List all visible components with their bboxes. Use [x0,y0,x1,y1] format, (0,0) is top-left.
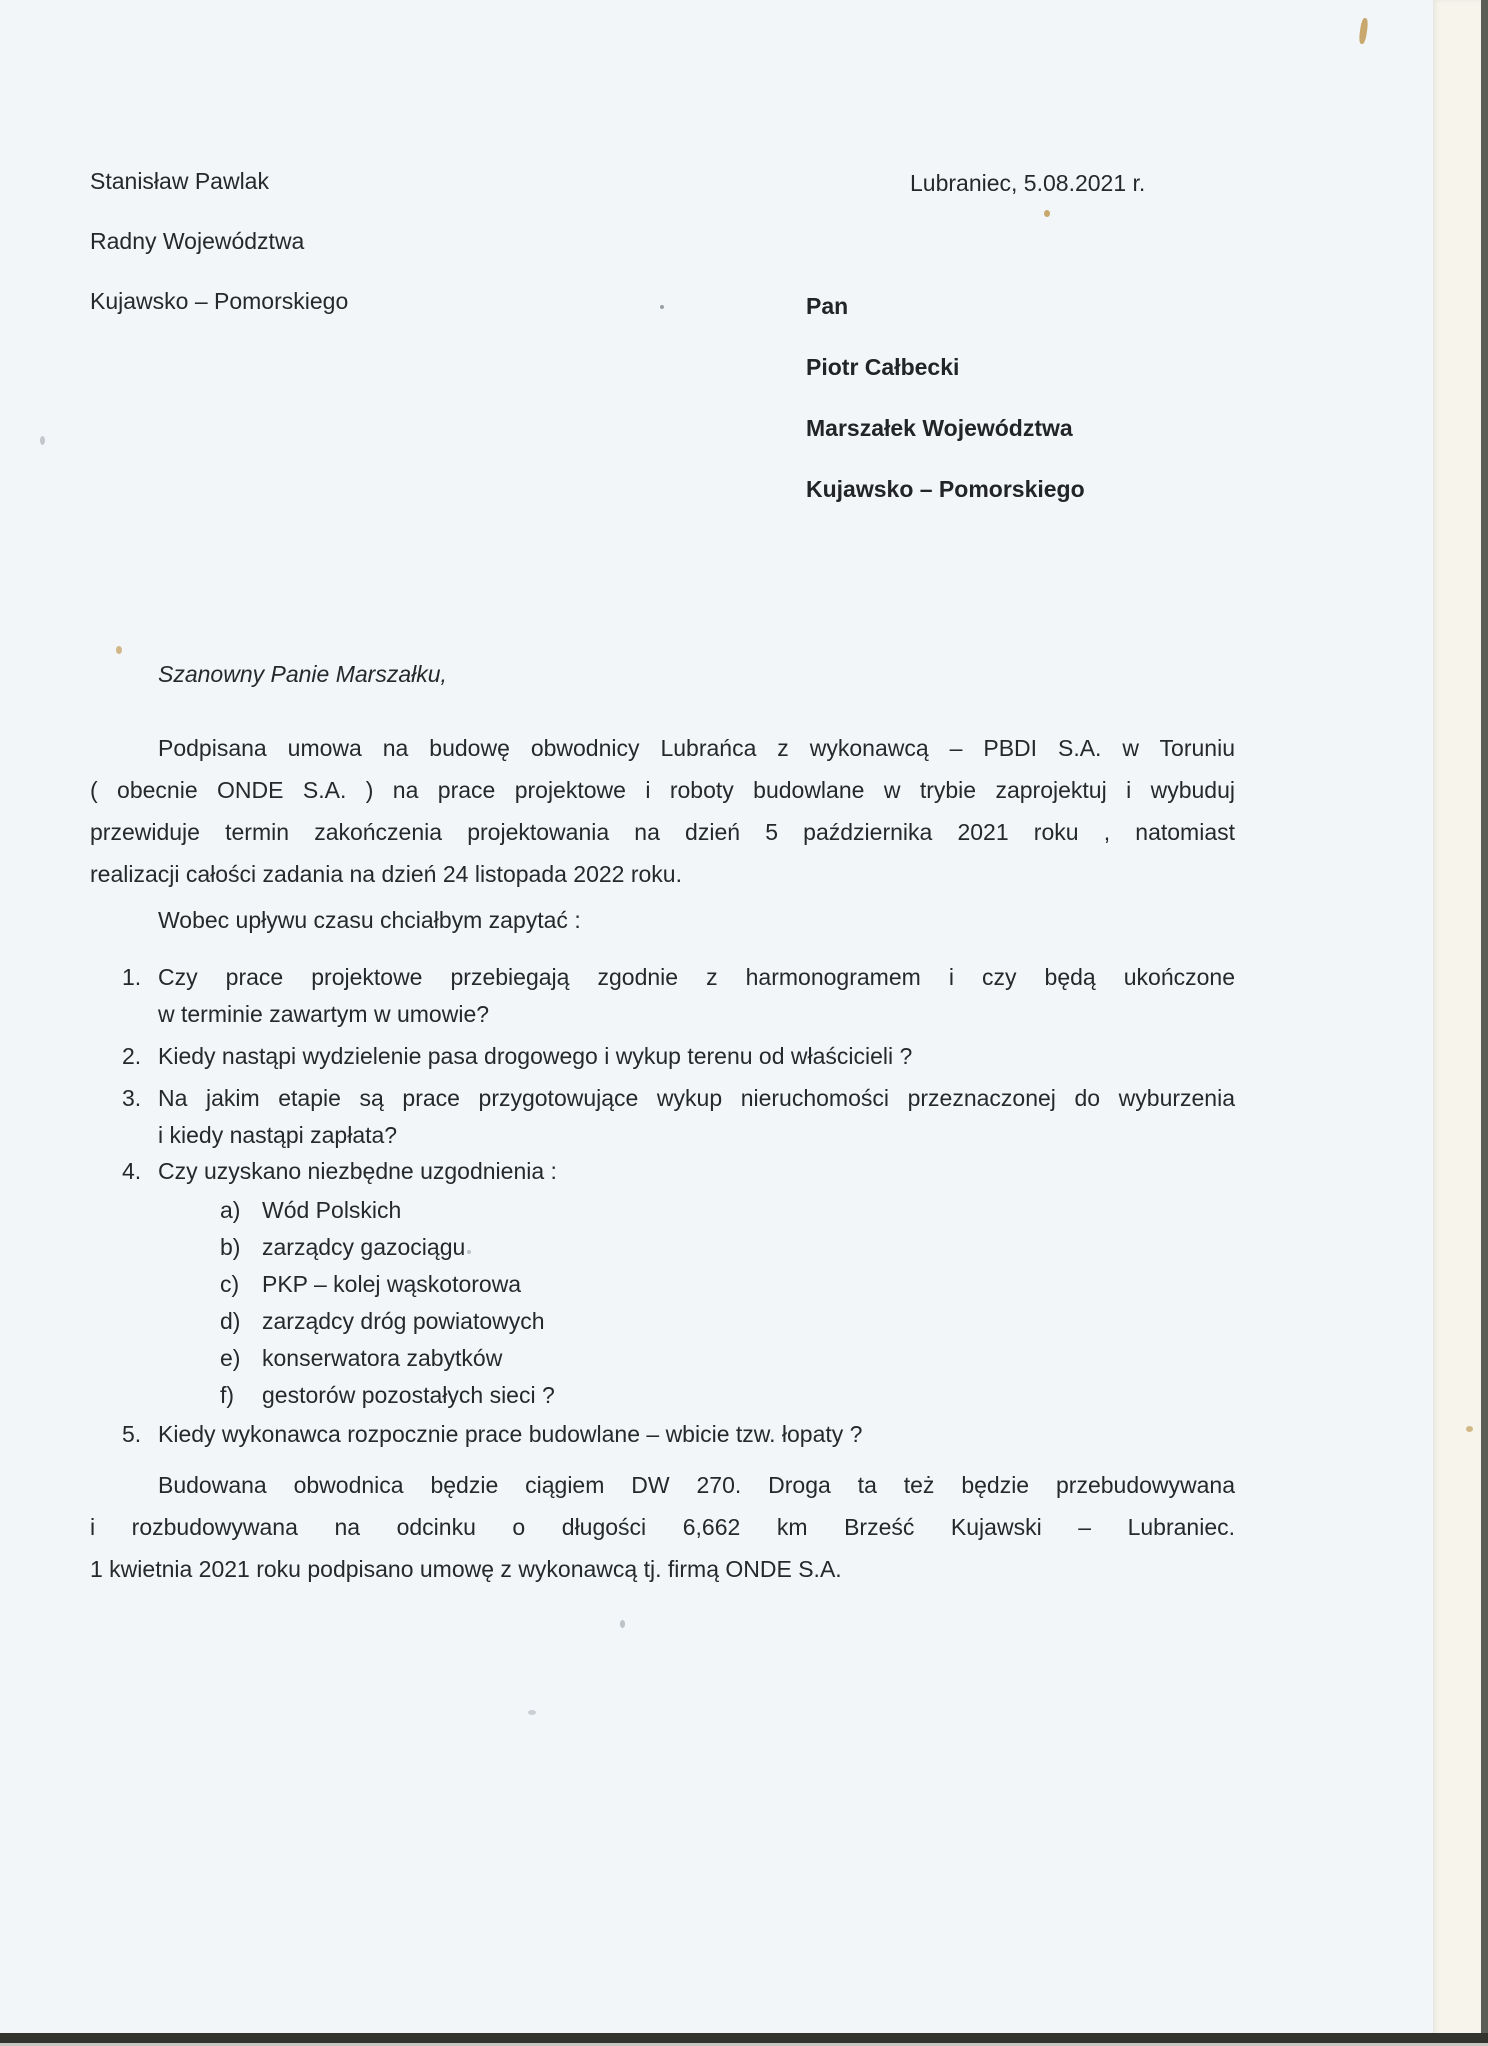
question-line: Czy uzyskano niezbędne uzgodnienia : [158,1158,557,1184]
subitem-row [90,1343,1235,1381]
question-marker: 1. [122,964,142,990]
question-line: Kiedy wykonawca rozpocznie prace budowlane – wbicie tzw. łopaty ? [158,1421,863,1447]
subitem-row [90,1306,1235,1344]
paragraph-line: Budowana obwodnica będzie ciągiem DW 270. Droga ta też będzie przebudowywana [158,1472,1235,1498]
scan-artifact-speck [116,646,122,654]
salutation: Szanowny Panie Marszałku, [158,661,447,687]
subitem-marker: a) [220,1197,241,1223]
sender-name: Stanisław Pawlak [90,168,269,194]
paragraph-line: przewiduje termin zakończenia projektowania na dzień 5 października 2021 roku , natomiast [90,819,1235,845]
subitem-marker: d) [220,1308,241,1334]
recipient-region: Kujawsko – Pomorskiego [806,476,1085,502]
scan-artifact-speck [660,305,664,309]
recipient-honorific: Pan [806,293,849,319]
sender-region: Kujawsko – Pomorskiego [90,288,349,314]
intro-paragraph [90,733,1235,901]
letter-date: Lubraniec, 5.08.2021 r. [910,170,1146,196]
paragraph-line: Podpisana umowa na budowę obwodnicy Lubrańca z wykonawcą – PBDI S.A. w Toruniu [158,735,1235,761]
subitem-row [90,1269,1235,1307]
question-line: w terminie zawartym w umowie? [158,1001,490,1027]
paper-edge-cream-band [1433,0,1482,2046]
scanner-edge-right [1481,0,1488,2046]
recipient-title: Marszałek Województwa [806,415,1073,441]
question-row [90,1083,1235,1121]
question-line: Kiedy nastąpi wydzielenie pasa drogowego i wykup terenu od właścicieli ? [158,1043,913,1069]
question-row [90,962,1235,1000]
sender-block [90,168,348,348]
question-row [90,999,1235,1037]
question-marker: 2. [122,1043,142,1069]
question-line: Czy prace projektowe przebiegają zgodnie z harmonogramem i czy będą ukończone [158,964,1235,990]
scan-artifact-speck [1466,1426,1473,1432]
question-marker: 3. [122,1085,142,1111]
recipient-name: Piotr Całbecki [806,354,960,380]
subitem-text: konserwatora zabytków [262,1345,503,1371]
question-marker: 4. [122,1158,142,1184]
scan-artifact-speck [528,1710,536,1715]
question-marker: 5. [122,1421,142,1447]
subitem-text: gestorów pozostałych sieci ? [262,1382,555,1408]
subitem-row [90,1380,1235,1418]
scan-artifact-speck [1358,18,1369,45]
subitem-marker: b) [220,1234,241,1260]
subitem-text: PKP – kolej wąskotorowa [262,1271,522,1297]
question-row [90,1419,1235,1457]
subitem-text: Wód Polskich [262,1197,402,1223]
scan-artifact-speck [620,1620,625,1628]
question-line: Na jakim etapie są prace przygotowujące wykup nieruchomości przeznaczonej do wyburzenia [158,1085,1235,1111]
subitem-text: zarządcy gazociągu [262,1234,466,1260]
question-row [90,1156,1235,1194]
subitem-row [90,1232,1235,1270]
question-line: i kiedy nastąpi zapłata? [158,1122,398,1148]
subitem-marker: c) [220,1271,240,1297]
subitem-row [90,1195,1235,1233]
paragraph-line: i rozbudowywana na odcinku o długości 6,662 km Brześć Kujawski – Lubraniec. [90,1514,1235,1540]
paragraph-line: realizacji całości zadania na dzień 24 listopada 2022 roku. [90,861,682,887]
recipient-block [806,293,1085,537]
subitem-marker: e) [220,1345,241,1371]
scan-artifact-speck [1044,210,1050,217]
question-row [90,1041,1235,1079]
scan-artifact-speck [40,436,45,445]
paragraph-line: 1 kwietnia 2021 roku podpisano umowę z wykonawcą tj. firmą ONDE S.A. [90,1556,842,1582]
question-row [90,1120,1235,1158]
closing-paragraph [90,1470,1235,1596]
scanner-edge-bottom [0,2033,1488,2043]
paragraph-line: ( obecnie ONDE S.A. ) na prace projektowe i roboty budowlane w trybie zaprojektuj i wybuduj [90,777,1235,803]
sender-title: Radny Województwa [90,228,305,254]
subitem-text: zarządcy dróg powiatowych [262,1308,545,1334]
subitem-marker: f) [220,1382,235,1408]
lead-in-line: Wobec upływu czasu chciałbym zapytać : [158,907,581,933]
